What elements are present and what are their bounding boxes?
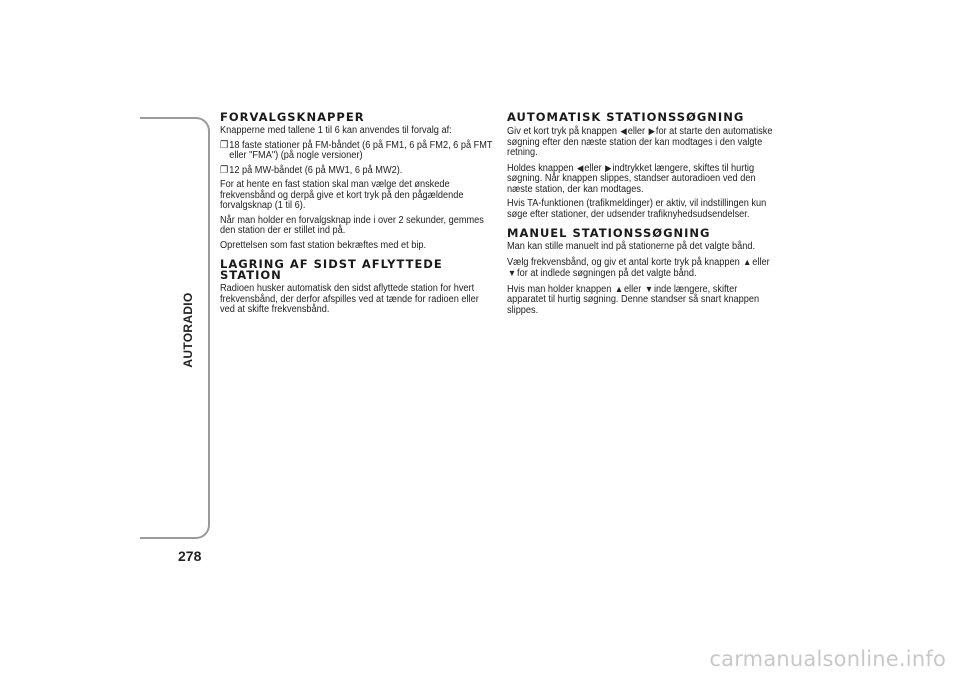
heading-automatisk: AUTOMATISK STATIONSSØGNING [507, 110, 745, 124]
forvalg-intro: Knapperne med tallene 1 til 6 kan anvendes til forvalg af: [220, 125, 452, 136]
section-lagring [220, 259, 490, 316]
forvalg-bullet-mw [220, 166, 497, 177]
forvalg-paragraph: Oprettelsen som fast station bekræftes med et bip. [220, 239, 427, 251]
text: indtrykket længere, skiftes til hurtig søgning. Når knappen slippes, standser autoradioen ved den næste station, der kan modtages. [507, 162, 756, 195]
text: Vælg frekvensbånd, og giv et antal korte tryk på knappen [507, 256, 740, 268]
arrow-right-icon: ▶ [648, 126, 655, 136]
text: eller [752, 256, 770, 268]
right-column [507, 112, 779, 324]
text: Holdes knappen [507, 162, 574, 174]
text: for at indlede søgningen på det valgte bånd. [517, 268, 697, 279]
heading-lagring: LAGRING AF SIDST AFLYTTEDE STATION [220, 257, 443, 282]
text: inde længere, skifter apparatet til hurtig søgning. Denne standser så snart knappen slippes. [507, 283, 760, 316]
manuel-paragraph [507, 284, 777, 317]
lagring-paragraph: Radioen husker automatisk den sidst aflyttede station for hvert frekvensbånd, der derfor afspilles ved at tænde for radioen eller ved at skifte frekvensbånd. [220, 283, 479, 315]
section-automatisk [507, 112, 779, 220]
checkbox-bullet-icon: ❐ [220, 164, 229, 176]
auto-paragraph: Hvis TA-funktionen (trafikmeldinger) er aktiv, vil indstillingen kun søge efter stationer, der udsender trafiknyhedsudsendelser. [507, 198, 767, 220]
checkbox-bullet-icon: ❐ [220, 139, 229, 151]
page-frame-line [140, 117, 210, 539]
text: Hvis man holder knappen [507, 283, 612, 295]
heading-manuel: MANUEL STATIONSSØGNING [507, 226, 711, 240]
section-side-label: AUTORADIO [181, 292, 195, 368]
arrow-up-icon: ▲ [743, 256, 752, 267]
forvalg-bullet-fm [220, 141, 497, 162]
text: eller [584, 162, 602, 174]
text: for at starte den automatiske søgning efter den næste station der kan modtages i den valgte retning. [507, 126, 773, 158]
auto-paragraph [507, 126, 777, 159]
page-number: 278 [178, 548, 202, 564]
auto-paragraph [507, 163, 777, 196]
bullet-text: 18 faste stationer på FM-båndet (6 på FM1, 6 på FM2, 6 på FMT eller "FMA") (på nogle versioner) [229, 139, 493, 161]
arrow-left-icon: ◀ [620, 126, 627, 136]
section-forvalgsknapper [220, 110, 493, 251]
arrow-right-icon: ▶ [605, 162, 612, 173]
manuel-paragraph [507, 257, 777, 280]
arrow-up-icon: ▲ [614, 283, 624, 294]
bullet-text: 12 på MW-båndet (6 på MW1, 6 på MW2). [229, 164, 403, 176]
text: eller [623, 283, 642, 295]
left-column [220, 110, 493, 324]
watermark: carmanualsonline.info [709, 647, 946, 671]
section-manuel [507, 228, 779, 316]
manuel-paragraph: Man kan stille manuelt ind på stationerne på det valgte bånd. [507, 241, 756, 252]
arrow-down-icon: ▼ [507, 268, 517, 278]
text: eller [627, 126, 646, 137]
forvalg-paragraph: Når man holder en forvalgsknap inde i over 2 sekunder, gemmes den station der er stillet ind på. [220, 214, 484, 236]
forvalg-paragraph: For at hente en fast station skal man vælge det ønskede frekvensbånd og derpå give et kort tryk på den pågældende forvalgsknap (1 til 6). [220, 179, 464, 211]
arrow-left-icon: ◀ [576, 162, 584, 173]
arrow-down-icon: ▼ [644, 283, 654, 294]
heading-forvalgsknapper: FORVALGSKNAPPER [220, 110, 365, 124]
text: Giv et kort tryk på knappen [507, 126, 617, 137]
